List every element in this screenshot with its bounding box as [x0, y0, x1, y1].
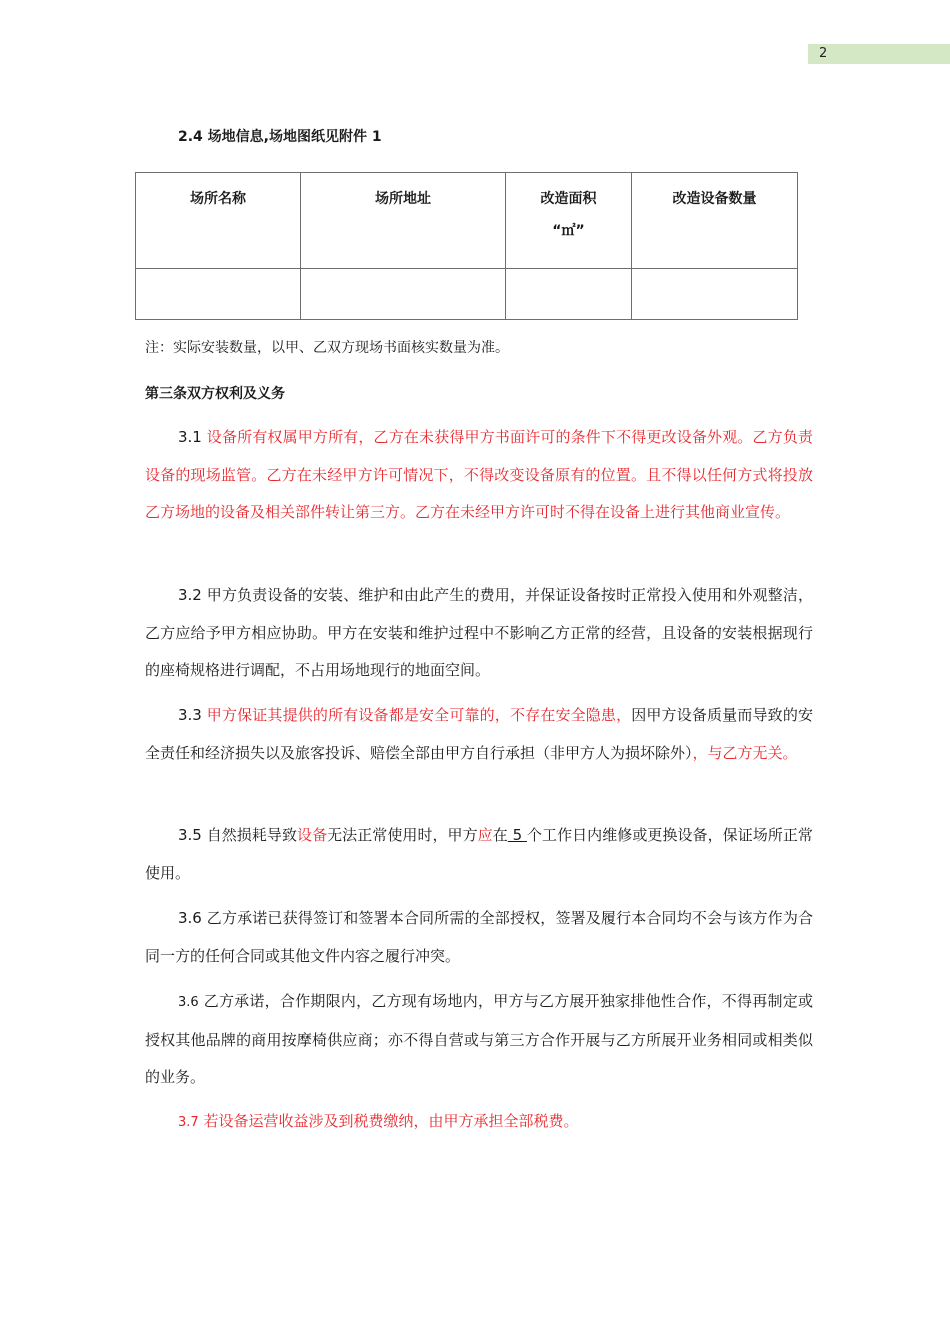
clause-3-1: 3.1 设备所有权属甲方所有，乙方在未获得甲方书面许可的条件下不得更改设备外观。乙方负责设备的现场监管。乙方在未经甲方许可情况下，不得改变设备原有的位置。且不得以任何方式将投放乙方场地的设备及相关部件转让第三方。乙方在未经甲方许可时不得在设备上进行其他商业宣传。 [145, 428, 813, 521]
area-unit: “㎡” [552, 223, 585, 239]
header-renovation-area: 改造面积 “㎡” [506, 173, 632, 269]
table-header-row [136, 173, 798, 269]
table-row [136, 269, 798, 320]
section-title: 2.4 场地信息,场地图纸见附件 1 [178, 129, 382, 145]
header-site-name: 场所名称 [136, 173, 301, 269]
header-site-address: 场所地址 [301, 173, 506, 269]
table-cell [632, 269, 798, 320]
clause-3-3: 3.3 甲方保证其提供的所有设备都是安全可靠的，不存在安全隐患，因甲方设备质量而导致的安全责任和经济损失以及旅客投诉、赔偿全部由甲方自行承担（非甲方人为损坏除外），与乙方无关。 [145, 706, 813, 762]
table-cell [301, 269, 506, 320]
clause-3-5: 3.5 自然损耗导致设备无法正常使用时，甲方应在 5 个工作日内维修或更换设备，保证场所正常使用。 [145, 826, 813, 882]
table-cell [136, 269, 301, 320]
page-number-badge [808, 44, 950, 64]
clause-3-6-exclusivity: 3.6 乙方承诺，合作期限内，乙方现有场地内，甲方与乙方展开独家排他性合作，不得再制定或授权其他品牌的商用按摩椅供应商；亦不得自营或与第三方合作开展与乙方所展开业务相同或相类似的业务。 [145, 992, 813, 1086]
table-cell [506, 269, 632, 320]
page-number: 2 [819, 46, 828, 61]
clause-3-7: 3.7 若设备运营收益涉及到税费缴纳，由甲方承担全部税费。 [178, 1112, 579, 1130]
article-heading: 第三条双方权利及义务 [145, 386, 285, 402]
table-note: 注：实际安装数量，以甲、乙双方现场书面核实数量为准。 [145, 340, 509, 356]
repair-days-value: 5 [507, 826, 527, 844]
site-info-table [135, 172, 798, 320]
clause-3-6-authorization: 3.6 乙方承诺已获得签订和签署本合同所需的全部授权，签署及履行本合同均不会与该方作为合同一方的任何合同或其他文件内容之履行冲突。 [145, 909, 813, 965]
header-equipment-count: 改造设备数量 [632, 173, 798, 269]
clause-3-2: 3.2 甲方负责设备的安装、维护和由此产生的费用，并保证设备按时正常投入使用和外观整洁，乙方应给予甲方相应协助。甲方在安装和维护过程中不影响乙方正常的经营，且设备的安装根据现行的座椅规格进行调配，不占用场地现行的地面空间。 [145, 586, 813, 679]
